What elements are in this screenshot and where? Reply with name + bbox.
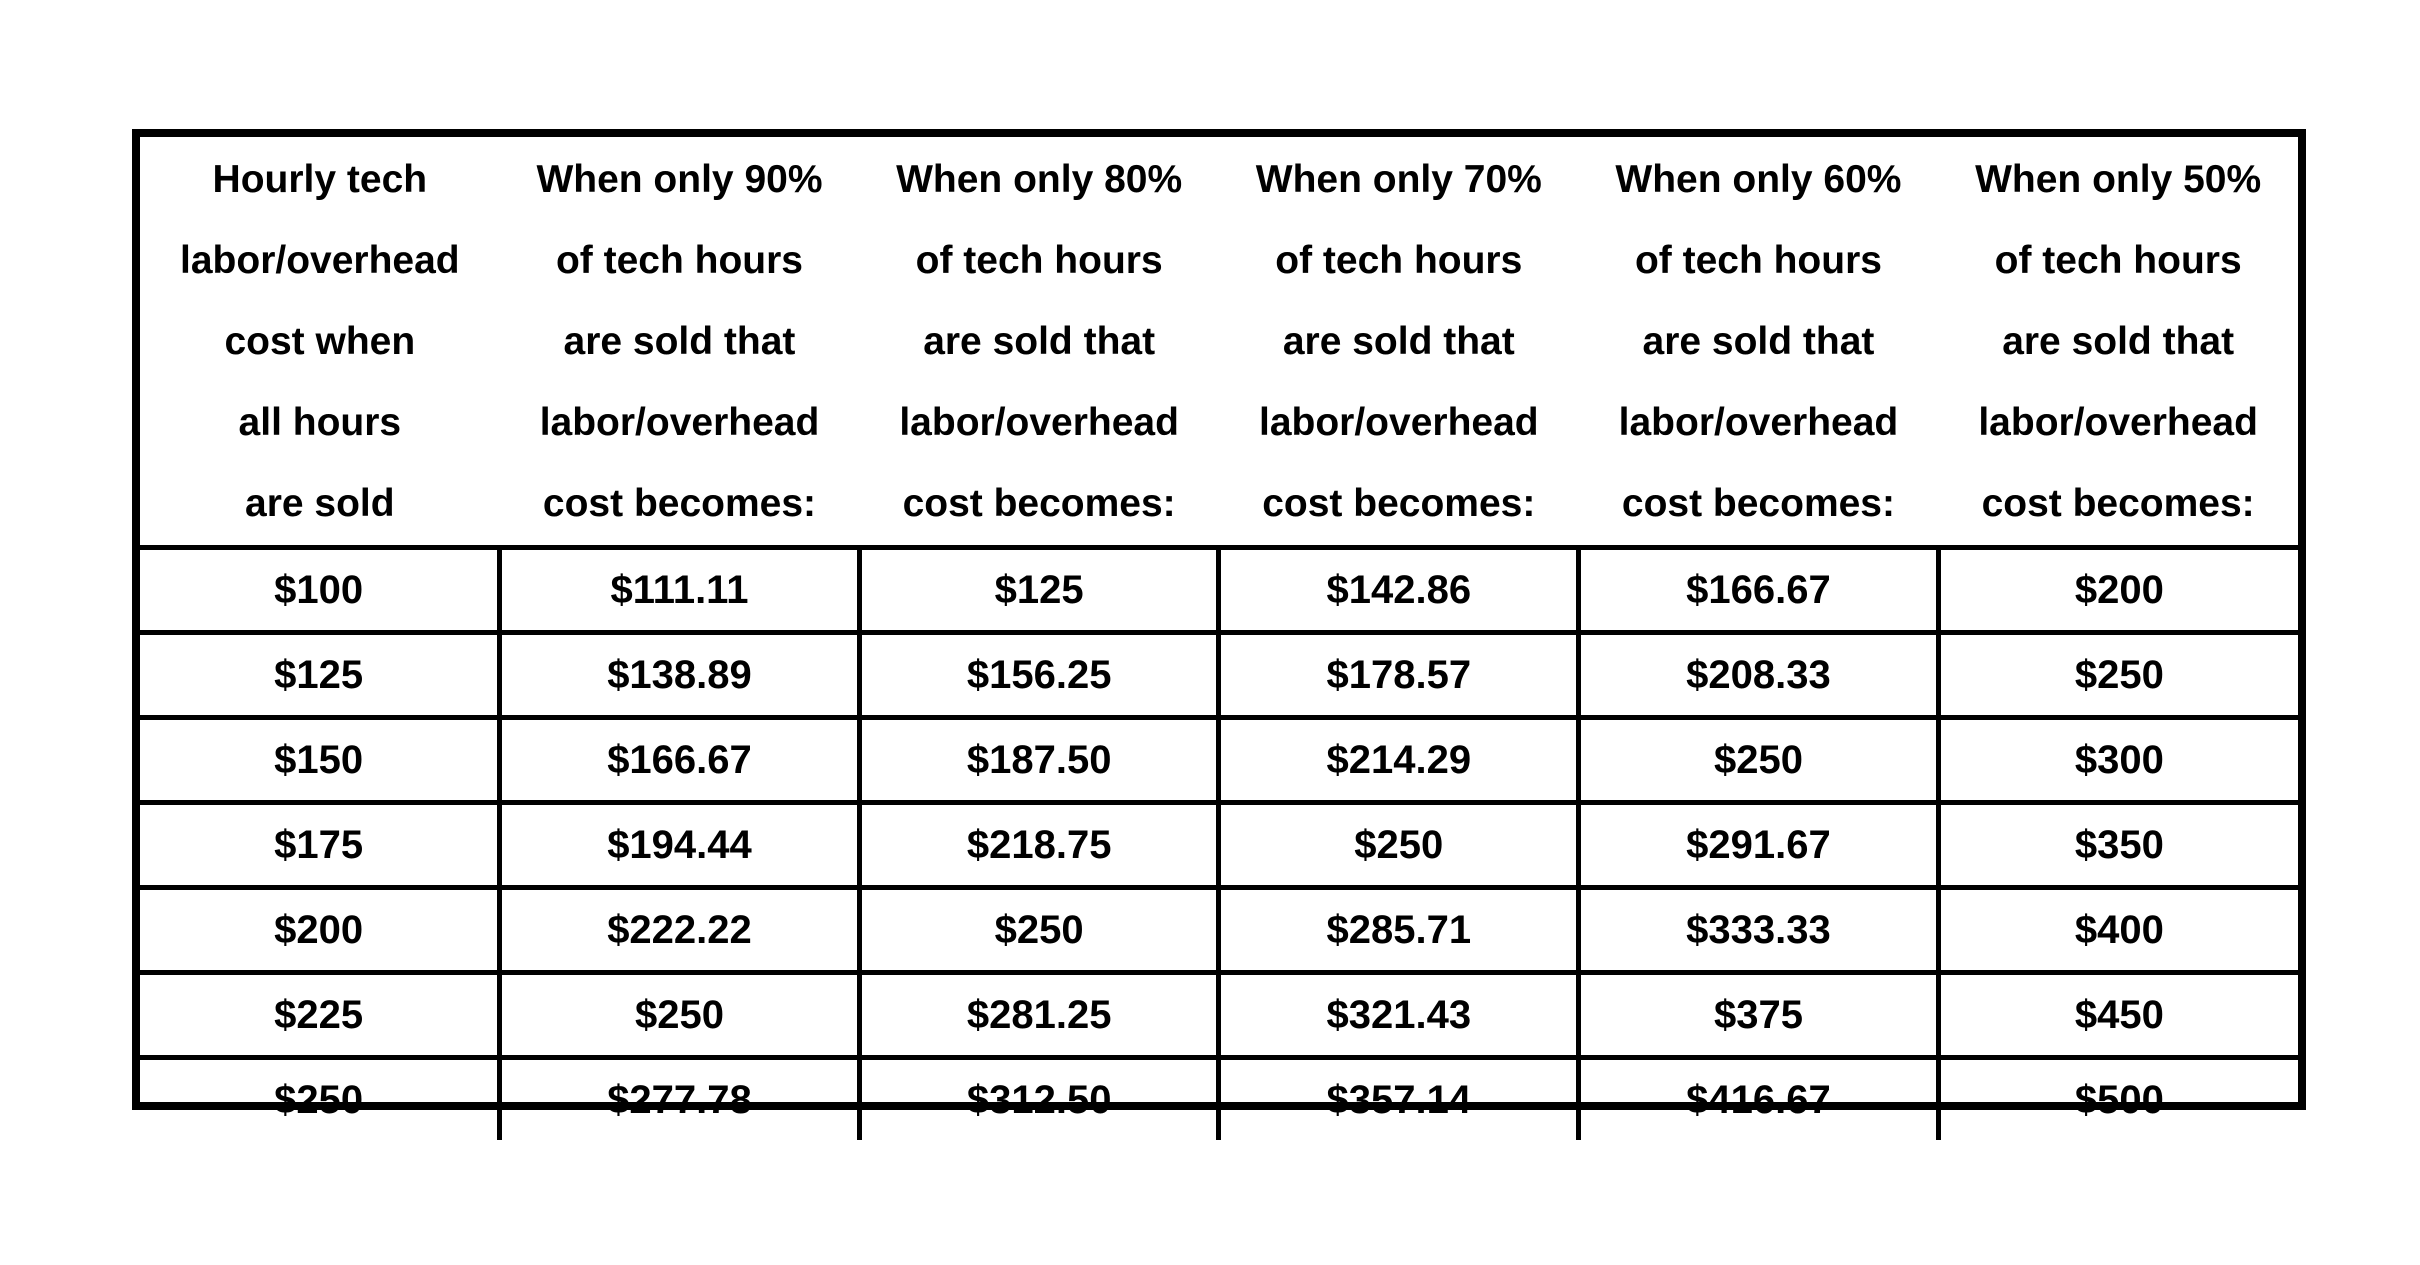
table-cell: $156.25 — [859, 633, 1219, 718]
table-cell: $225 — [140, 973, 500, 1058]
header-line: of tech hours — [915, 238, 1163, 282]
table-cell: $450 — [1938, 973, 2298, 1058]
header-line: labor/overhead — [1618, 400, 1899, 444]
table-cell: $250 — [1579, 718, 1939, 803]
table-cell: $200 — [1938, 548, 2298, 633]
table-cell: $208.33 — [1579, 633, 1939, 718]
header-row — [140, 137, 2298, 548]
header-line: When only 60% — [1615, 157, 1902, 201]
table-cell: $111.11 — [500, 548, 860, 633]
header-line: are sold — [245, 481, 395, 525]
table-row — [140, 633, 2298, 718]
header-line: Hourly tech — [212, 157, 428, 201]
table-cell: $250 — [500, 973, 860, 1058]
header-cell-70-percent — [1219, 137, 1579, 548]
table-cell: $281.25 — [859, 973, 1219, 1058]
header-line: cost becomes: — [1621, 481, 1895, 525]
table-cell: $100 — [274, 567, 364, 612]
table-row — [140, 1058, 2298, 1141]
header-cell-90-percent — [500, 137, 860, 548]
table-row — [140, 888, 2298, 973]
header-line: of tech hours — [1275, 238, 1523, 282]
table-row — [140, 718, 2298, 803]
table-cell: $187.50 — [859, 718, 1219, 803]
header-line: cost becomes: — [1981, 481, 2255, 525]
cost-table-frame — [132, 129, 2306, 1122]
table-cell: $333.33 — [1579, 888, 1939, 973]
header-line: When only 90% — [536, 157, 823, 201]
header-line: of tech hours — [555, 238, 803, 282]
table-cell: $142.86 — [1219, 548, 1579, 633]
table-cell: $222.22 — [500, 888, 860, 973]
header-cell-50-percent — [1938, 137, 2298, 548]
header-line: labor/overhead — [1978, 400, 2258, 444]
table-cell: $250 — [859, 888, 1219, 973]
header-line: When only 80% — [896, 157, 1183, 201]
header-line: are sold that — [563, 319, 796, 363]
header-line: labor/overhead — [539, 400, 820, 444]
table-cell: $312.50 — [859, 1058, 1219, 1141]
header-line: When only 50% — [1975, 157, 2262, 201]
header-cell-all-hours-sold — [140, 137, 500, 548]
table-cell: $125 — [140, 633, 500, 718]
table-cell: $138.89 — [500, 633, 860, 718]
table-cell: $125 — [859, 548, 1219, 633]
table-cell: $250 — [1938, 633, 2298, 718]
table-cell: $250 — [140, 1058, 500, 1141]
table-cell: $357.14 — [1219, 1058, 1579, 1141]
table-cell: $218.75 — [859, 803, 1219, 888]
header-line: of tech hours — [1634, 238, 1882, 282]
header-line: cost becomes: — [1262, 481, 1536, 525]
header-cell-80-percent — [859, 137, 1219, 548]
table-cell: $375 — [1579, 973, 1939, 1058]
table-row — [140, 803, 2298, 888]
labor-cost-table — [140, 137, 2298, 1140]
table-cell: $400 — [1938, 888, 2298, 973]
table-cell: $175 — [140, 803, 500, 888]
table-cell: $178.57 — [1219, 633, 1579, 718]
header-line: cost becomes: — [902, 481, 1176, 525]
table-cell: $277.78 — [500, 1058, 860, 1141]
header-line: all hours — [238, 400, 402, 444]
table-cell: $194.44 — [500, 803, 860, 888]
table-cell: $416.67 — [1579, 1058, 1939, 1141]
table-cell: $285.71 — [1219, 888, 1579, 973]
header-line: are sold that — [1642, 319, 1875, 363]
table-cell: $350 — [1938, 803, 2298, 888]
table-cell: $500 — [1938, 1058, 2298, 1141]
table-cell: $250 — [1219, 803, 1579, 888]
table-cell: $321.43 — [1219, 973, 1579, 1058]
header-line: are sold that — [923, 319, 1156, 363]
header-cell-60-percent — [1579, 137, 1939, 548]
header-line: labor/overhead — [899, 400, 1179, 444]
header-line: cost becomes: — [542, 481, 817, 525]
header-line: of tech hours — [1994, 238, 2242, 282]
table-cell: $150 — [140, 718, 500, 803]
table-body — [140, 548, 2298, 1141]
header-line: labor/overhead — [1259, 400, 1539, 444]
table-row — [140, 548, 2298, 633]
table-row — [140, 973, 2298, 1058]
table-cell: $200 — [140, 888, 500, 973]
table-cell: $166.67 — [500, 718, 860, 803]
table-cell: $291.67 — [1579, 803, 1939, 888]
table-header — [140, 137, 2298, 548]
header-line: are sold that — [2002, 319, 2235, 363]
table-cell: $166.67 — [1579, 548, 1939, 633]
table-cell: $300 — [1938, 718, 2298, 803]
header-line: labor/overhead — [180, 238, 460, 282]
header-line: cost when — [224, 319, 416, 363]
header-line: are sold that — [1282, 319, 1515, 363]
table-cell: $214.29 — [1219, 718, 1579, 803]
header-line: When only 70% — [1255, 157, 1542, 201]
